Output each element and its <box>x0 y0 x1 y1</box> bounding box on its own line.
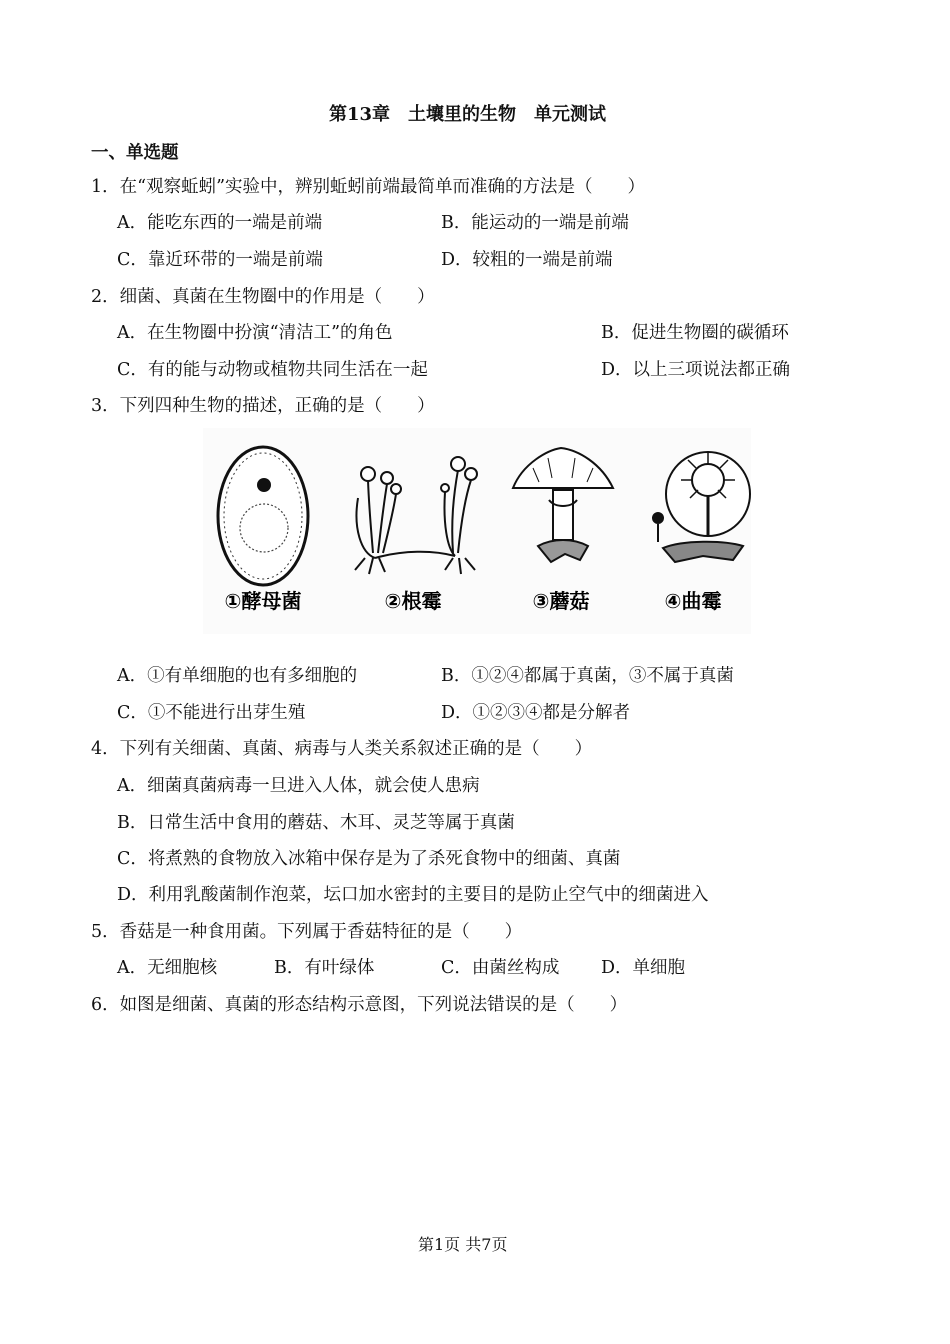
question-2-stem: 2．细菌、真菌在生物圈中的作用是（ ） <box>91 287 435 307</box>
question-6-stem: 6．如图是细菌、真菌的形态结构示意图，下列说法错误的是（ ） <box>91 995 628 1015</box>
page-footer: 第1页 共7页 <box>418 1235 508 1254</box>
question-3-option-b: B．①②④都属于真菌，③不属于真菌 <box>441 666 734 686</box>
question-3-option-c: C．①不能进行出芽生殖 <box>117 703 306 723</box>
question-3-option-a: A．①有单细胞的也有多细胞的 <box>117 666 358 686</box>
question-1-option-a: A．能吃东西的一端是前端 <box>117 213 323 233</box>
question-5-option-a: A．无细胞核 <box>117 958 218 978</box>
figure-label-yeast: ①酵母菌 <box>224 589 302 613</box>
figure-label-aspergillus: ④曲霉 <box>664 589 722 613</box>
page-title: 第13章 土壤里的生物 单元测试 <box>329 104 607 125</box>
yeast-illustration <box>218 447 308 585</box>
question-4-option-c: C．将煮熟的食物放入冰箱中保存是为了杀死食物中的细菌、真菌 <box>117 849 621 869</box>
question-1-option-c: C．靠近环带的一端是前端 <box>117 250 323 270</box>
figure-label-rhizopus: ②根霉 <box>384 589 442 613</box>
question-1-option-b: B．能运动的一端是前端 <box>441 213 629 233</box>
question-5-option-b: B．有叶绿体 <box>274 958 375 978</box>
question-3-stem: 3．下列四种生物的描述，正确的是（ ） <box>91 396 435 416</box>
section-heading: 一、单选题 <box>91 143 179 163</box>
question-2-option-b: B．促进生物圈的碳循环 <box>601 323 789 343</box>
question-4-option-d: D．利用乳酸菌制作泡菜，坛口加水密封的主要目的是防止空气中的细菌进入 <box>117 885 709 905</box>
question-5-option-c: C．由菌丝构成 <box>441 958 560 978</box>
question-4-stem: 4．下列有关细菌、真菌、病毒与人类关系叙述正确的是（ ） <box>91 739 593 759</box>
question-2-option-d: D．以上三项说法都正确 <box>601 360 791 380</box>
question-4-option-b: B．日常生活中食用的蘑菇、木耳、灵芝等属于真菌 <box>117 813 515 833</box>
question-5-stem: 5．香菇是一种食用菌。下列属于香菇特征的是（ ） <box>91 922 523 942</box>
fungi-figure <box>203 428 751 634</box>
question-2-option-a: A．在生物圈中扮演“清洁工”的角色 <box>117 323 393 343</box>
question-2-option-c: C．有的能与动物或植物共同生活在一起 <box>117 360 428 380</box>
question-1-option-d: D．较粗的一端是前端 <box>441 250 613 270</box>
question-5-option-d: D．单细胞 <box>601 958 686 978</box>
question-3-option-d: D．①②③④都是分解者 <box>441 703 631 723</box>
question-4-option-a: A．细菌真菌病毒一旦进入人体，就会使人患病 <box>117 776 480 796</box>
figure-label-mushroom: ③蘑菇 <box>532 589 590 613</box>
question-1-stem: 1．在“观察蚯蚓”实验中，辨别蚯蚓前端最简单而准确的方法是（ ） <box>91 177 646 197</box>
